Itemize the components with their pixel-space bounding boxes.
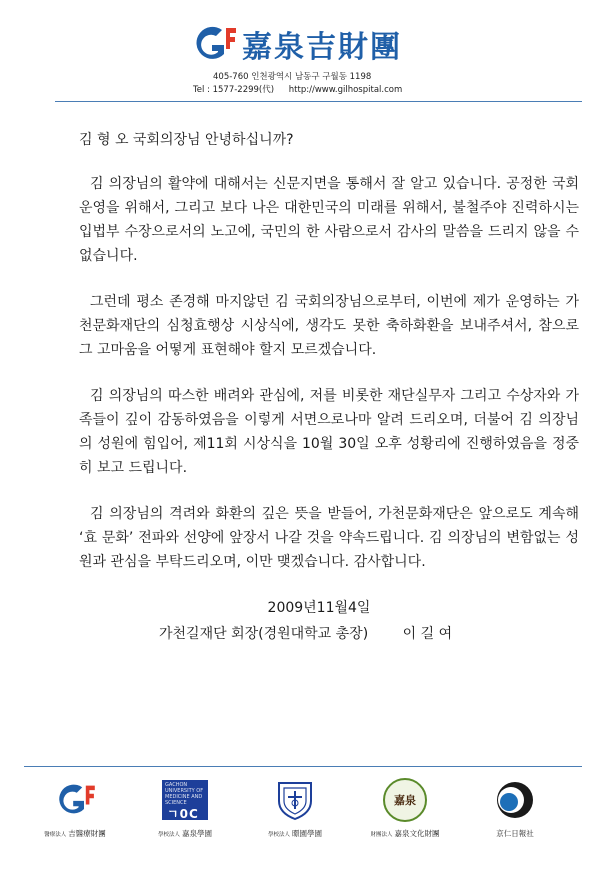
paragraph-1: 김 의장님의 활약에 대해서는 신문지면을 통해서 잘 알고 있습니다. 공정한 국회운영을 위해서, 그리고 보다 나은 대한민국의 미래를 위해서, 불철주야 진력하시는 입법부 수장으로서의 노고에, 국민의 한 사람으로서 감사의 말씀을 드리지 않을 수 없습니다. bbox=[79, 176, 579, 264]
signer-name: 이 길 여 bbox=[402, 626, 453, 642]
gachon-culture-logo-icon: 嘉泉 bbox=[383, 778, 427, 822]
gachon-university-logo-icon: GACHON UNIVERSITY OF MEDICINE AND SCIENCE ㄱ0C bbox=[162, 780, 208, 820]
letter-date: 2009년11월4일 bbox=[267, 600, 371, 616]
signer-title: 가천길재단 회장(경원대학교 총장) bbox=[159, 626, 369, 642]
footer-divider bbox=[24, 766, 582, 767]
paragraph-4: 김 의장님의 격려와 화환의 깊은 뜻을 받들어, 가천문화재단은 앞으로도 계속해 ‘효 문화’ 전파와 선양에 앞장서 나갈 것을 약속드립니다. 김 의장님의 변함없는 성원과 관심을 부탁드리오며, 이만 맺겠습니다. 감사합니다. bbox=[79, 506, 579, 570]
address: 405-760 인천광역시 남동구 구월동 1198 bbox=[213, 72, 372, 82]
letter-body bbox=[79, 128, 579, 646]
header-divider bbox=[55, 101, 582, 102]
signature bbox=[159, 622, 579, 646]
affiliate-gachon-culture: 嘉泉 財團法人 嘉泉文化財團 bbox=[350, 778, 460, 839]
greeting: 김 형 오 국회의장님 안녕하십니까? bbox=[79, 132, 294, 148]
newspaper-logo-icon bbox=[495, 780, 535, 820]
affiliate-kyungwon-school: 學校法人 暻園學園 bbox=[240, 778, 350, 839]
affiliates-footer bbox=[20, 778, 580, 848]
contact-line bbox=[193, 83, 414, 95]
affiliate-gil-medical: 醫療法人 吉醫療財團 bbox=[20, 778, 130, 839]
affiliate-kyeongin-ilbo: 京仁日報社 bbox=[460, 778, 570, 839]
shield-crest-icon bbox=[275, 779, 315, 821]
paragraph-3: 김 의장님의 따스한 배려와 관심에, 저를 비롯한 재단실무자 그리고 수상자와 가족들이 깊이 감동하였음을 이렇게 서면으로나마 알려 드리오며, 더불어 김 의장님의 성원에 힘입어, 제11회 시상식을 10월 30일 오후 성황리에 진행하였음을 정중히 보고 드립니다. bbox=[79, 388, 579, 476]
phone: Tel : 1577-2299(代) bbox=[193, 85, 275, 95]
affiliate-gachon-school: GACHON UNIVERSITY OF MEDICINE AND SCIENCE ㄱ0C 學校法人 嘉泉學園 bbox=[157, 782, 212, 838]
org-name: 嘉泉吉財團 bbox=[242, 30, 402, 65]
gf-logo-icon bbox=[192, 24, 236, 64]
paragraph-2: 그런데 평소 존경해 마지않던 김 국회의장님으로부터, 이번에 제가 운영하는 가천문화재단의 심청효행상 시상식에, 생각도 못한 축하화환을 보내주셔서, 참으로 그 고마움을 어떻게 표현해야 할지 모르겠습니다. bbox=[79, 294, 579, 358]
letterhead-logo bbox=[192, 22, 402, 66]
website-link[interactable]: http://www.gilhospital.com bbox=[288, 85, 403, 95]
gf-logo-icon bbox=[55, 782, 95, 818]
letterhead bbox=[0, 0, 600, 110]
